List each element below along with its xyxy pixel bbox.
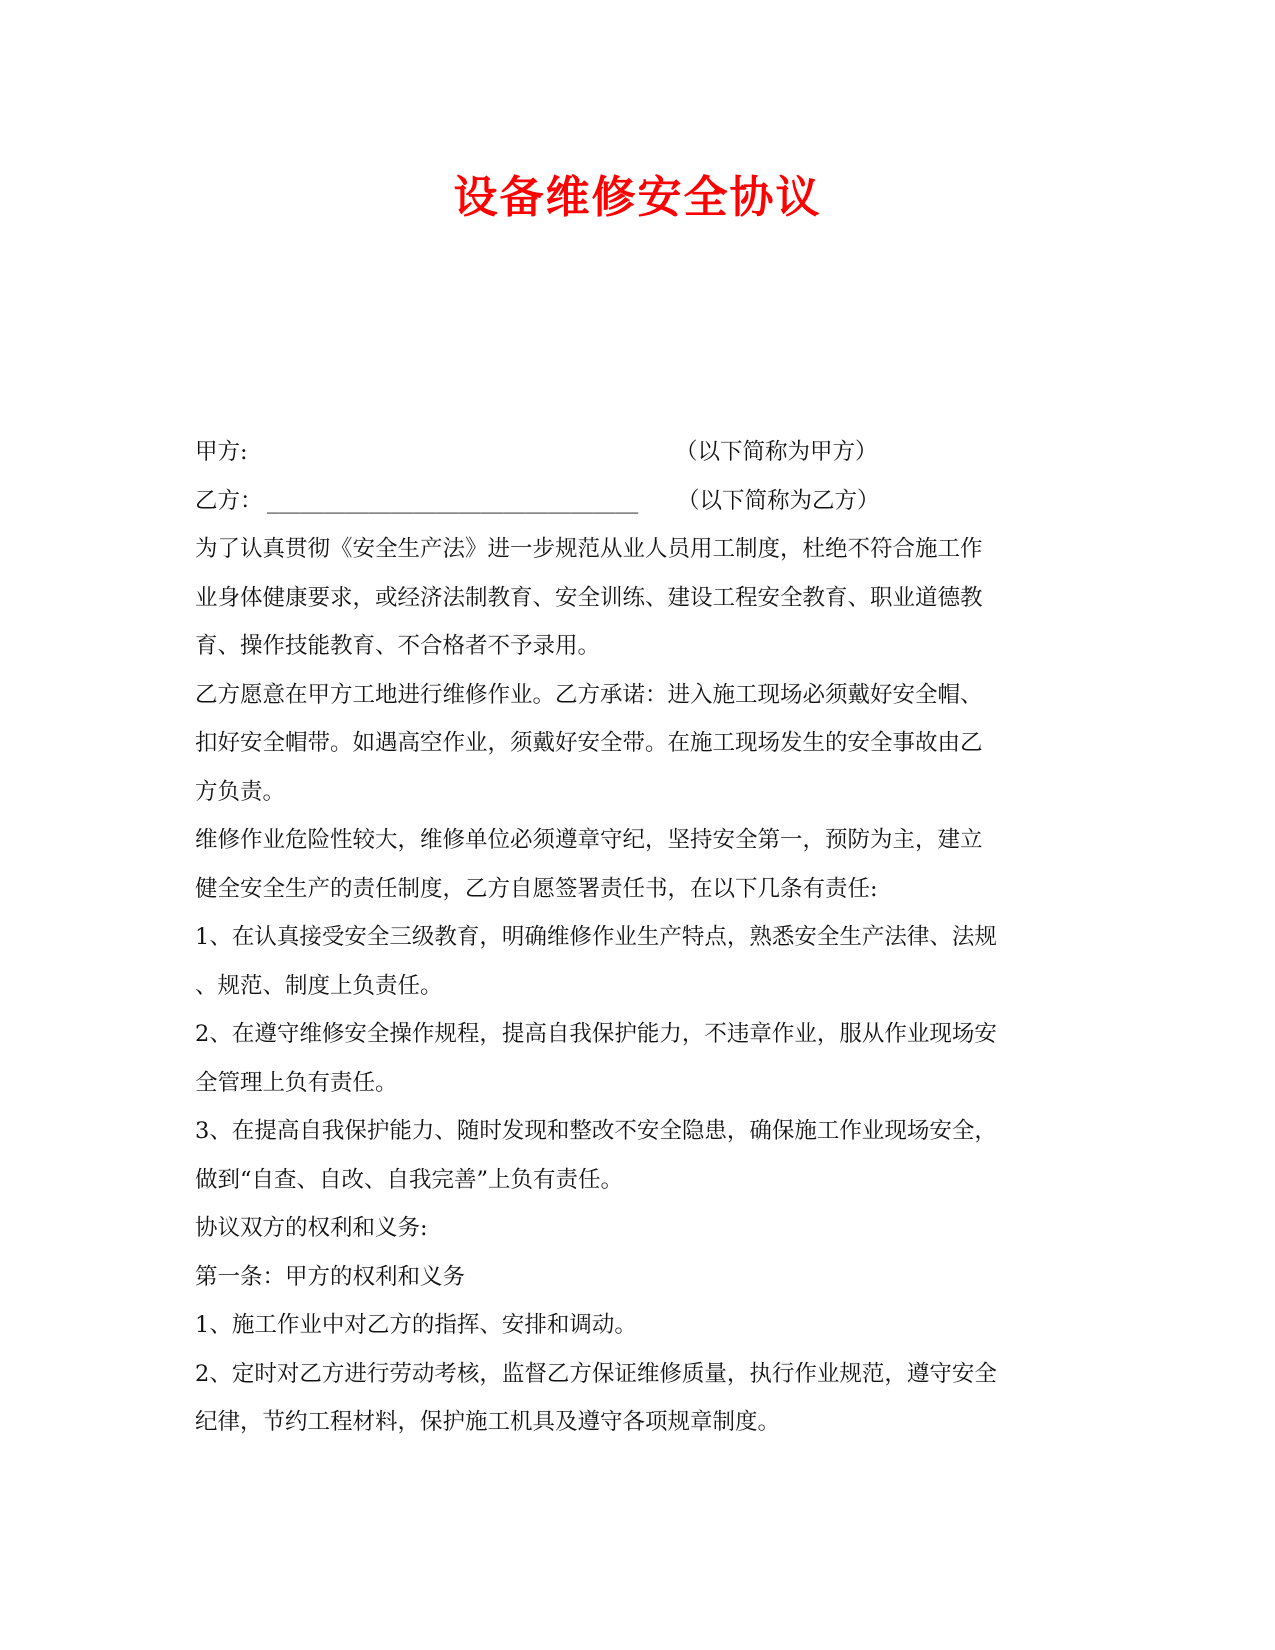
- body-line: 扣好安全帽带。如遇高空作业，须戴好安全带。在施工现场发生的安全事故由乙: [195, 730, 983, 756]
- body-line: 2、在遵守维修安全操作规程，提高自我保护能力，不违章作业，服从作业现场安: [195, 1021, 997, 1047]
- body-line: 1、施工作业中对乙方的指挥、安排和调动。: [195, 1312, 637, 1338]
- body-line: 、规范、制度上负责任。: [195, 972, 443, 999]
- body-line: 3、在提高自我保护能力、随时发现和整改不安全隐患，确保施工作业现场安全，: [195, 1118, 997, 1144]
- body-line: 2、定时对乙方进行劳动考核，监督乙方保证维修质量，执行作业规范，遵守安全: [195, 1360, 997, 1387]
- party-a-label: 甲方:: [195, 439, 248, 465]
- body-line: 业身体健康要求，或经济法制教育、安全训练、建设工程安全教育、职业道德教: [195, 584, 983, 611]
- document-title: 设备维修安全协议: [453, 172, 822, 223]
- body-line: 维修作业危险性较大，维修单位必须遵章守纪，坚持安全第一，预防为主，建立: [195, 827, 983, 853]
- party-b-blank: _________________________________: [267, 487, 639, 514]
- section-heading: 协议双方的权利和义务:: [195, 1215, 428, 1241]
- body-line: 育、操作技能教育、不合格者不予录用。: [195, 633, 601, 659]
- body-line: 乙方愿意在甲方工地进行维修作业。乙方承诺：进入施工现场必须戴好安全帽、: [195, 681, 983, 708]
- article-heading: 第一条：甲方的权利和义务: [195, 1263, 466, 1290]
- body-line: 纪律，节约工程材料，保护施工机具及遵守各项规章制度。: [195, 1409, 781, 1435]
- party-a-row: [195, 428, 1085, 477]
- body-line: 1、在认真接受安全三级教育，明确维修作业生产特点，熟悉安全生产法律、法规: [195, 924, 997, 950]
- party-b-note: （以下简称为乙方）: [677, 487, 880, 514]
- body-line: 全管理上负有责任。: [195, 1069, 398, 1096]
- document-body: [195, 428, 1085, 1447]
- body-line: 健全安全生产的责任制度，乙方自愿签署责任书，在以下几条有责任:: [195, 875, 878, 902]
- body-line: 为了认真贯彻《安全生产法》进一步规范从业人员用工制度，杜绝不符合施工作: [195, 536, 983, 562]
- party-b-row: [195, 477, 1085, 526]
- body-line: 方负责。: [195, 778, 286, 805]
- party-b-label: 乙方：: [195, 487, 263, 514]
- party-a-note: （以下简称为甲方）: [675, 439, 878, 465]
- body-line: 做到“自查、自改、自我完善”上负有责任。: [195, 1166, 624, 1193]
